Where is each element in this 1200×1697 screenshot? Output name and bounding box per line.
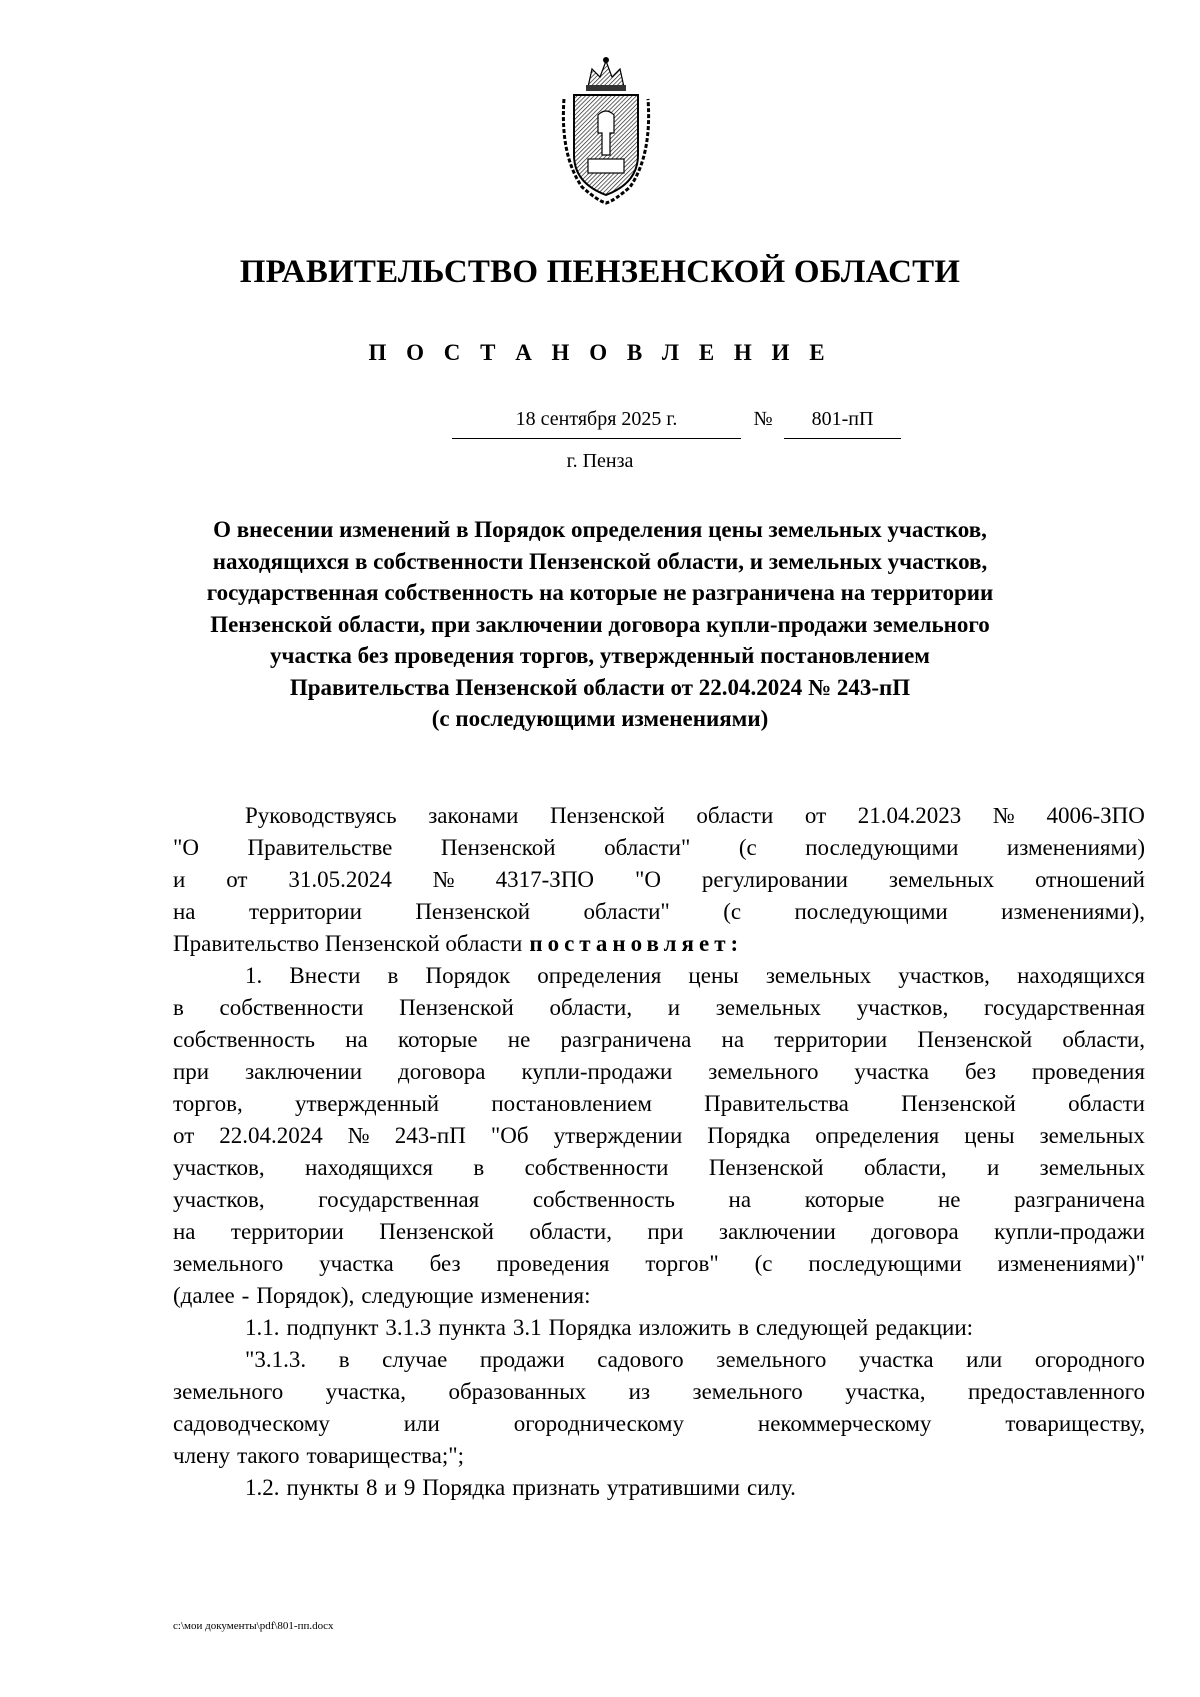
word: 8 bbox=[366, 1475, 378, 1500]
word: 243-пП bbox=[394, 1123, 466, 1148]
word: области" bbox=[583, 899, 670, 924]
word: и bbox=[173, 867, 186, 892]
word: (с bbox=[738, 835, 757, 860]
word: области" bbox=[604, 835, 691, 860]
word: определения bbox=[815, 1123, 940, 1148]
text-line bbox=[173, 1088, 1145, 1120]
text-line bbox=[173, 1440, 1145, 1472]
word: участка bbox=[319, 1251, 394, 1276]
word: от bbox=[173, 1123, 195, 1148]
word: участка, bbox=[325, 1379, 406, 1404]
subject-line: находящихся в собственности Пензенской области, и земельных участков, bbox=[212, 548, 988, 574]
word: Пензенской bbox=[708, 1155, 824, 1180]
word: от bbox=[226, 867, 248, 892]
word: проведения bbox=[1031, 1059, 1145, 1084]
word: определения bbox=[537, 963, 662, 988]
word: области bbox=[1068, 1091, 1145, 1116]
word: земельного bbox=[173, 1379, 284, 1404]
word: на bbox=[173, 1219, 196, 1244]
word: следующей bbox=[756, 1315, 869, 1340]
word: предоставленного bbox=[967, 1379, 1145, 1404]
word: Внести bbox=[289, 963, 361, 988]
text-line bbox=[173, 1280, 1145, 1312]
word: Пензенской bbox=[379, 1219, 494, 1244]
word: в bbox=[738, 1315, 750, 1340]
word: договора bbox=[871, 1219, 959, 1244]
word: "Об bbox=[490, 1123, 529, 1148]
word: участков, bbox=[173, 1155, 265, 1180]
word: на bbox=[345, 1027, 368, 1052]
word: пункта bbox=[438, 1315, 506, 1340]
word: при bbox=[647, 1219, 684, 1244]
word: области, bbox=[549, 995, 633, 1020]
word: товариществу, bbox=[1005, 1411, 1145, 1436]
government-title: ПРАВИТЕЛЬСТВО ПЕНЗЕНСКОЙ ОБЛАСТИ bbox=[239, 254, 961, 290]
word: подпункт bbox=[286, 1315, 379, 1340]
word: земельного bbox=[716, 1347, 827, 1372]
word: земельных bbox=[765, 963, 872, 988]
subject-line: Правительства Пензенской области от 22.04.2024 № 243-пП bbox=[289, 674, 911, 700]
document-type: П О С Т А Н О В Л Е Н И Е bbox=[368, 340, 832, 365]
word: силу. bbox=[746, 1475, 796, 1500]
word: "О bbox=[173, 835, 199, 860]
word: государственная bbox=[318, 1187, 480, 1212]
word: Правительстве bbox=[247, 835, 393, 860]
word: изменениями), bbox=[1001, 899, 1145, 924]
text-line bbox=[173, 960, 1145, 992]
word: такого bbox=[237, 1443, 300, 1468]
text-line bbox=[173, 864, 1145, 896]
word: признать bbox=[512, 1475, 600, 1500]
word: в bbox=[473, 1155, 485, 1180]
word: постановлением bbox=[491, 1091, 652, 1116]
word: области, bbox=[863, 1155, 947, 1180]
word: 31.05.2024 bbox=[288, 867, 392, 892]
word: территории bbox=[774, 1027, 888, 1052]
word: Порядка bbox=[548, 1315, 632, 1340]
word: территории bbox=[248, 899, 362, 924]
text-line bbox=[173, 800, 1145, 832]
word: (с bbox=[754, 1251, 773, 1276]
word: Порядок), bbox=[256, 1283, 355, 1308]
word: земельных bbox=[888, 867, 995, 892]
word: № bbox=[347, 1123, 370, 1148]
word: участков, bbox=[856, 995, 949, 1020]
word: редакции: bbox=[875, 1315, 974, 1340]
text-line bbox=[173, 1184, 1145, 1216]
word: на bbox=[728, 1187, 752, 1212]
word: садоводческому bbox=[173, 1411, 330, 1436]
word: области, bbox=[1062, 1027, 1145, 1052]
word: Правительства bbox=[704, 1091, 849, 1116]
word: (с bbox=[723, 899, 742, 924]
document-date: 18 сентября 2025 г. bbox=[452, 408, 741, 439]
word: территории bbox=[230, 1219, 344, 1244]
word: заключении bbox=[718, 1219, 836, 1244]
word: в bbox=[173, 995, 184, 1020]
word: Пензенской bbox=[917, 1027, 1033, 1052]
word: изложить bbox=[638, 1315, 732, 1340]
word: находящихся bbox=[305, 1155, 433, 1180]
word: некоммерческому bbox=[757, 1411, 932, 1436]
text-line bbox=[173, 1472, 1145, 1504]
word: Порядка bbox=[422, 1475, 506, 1500]
word: "3.1.3. bbox=[245, 1347, 307, 1372]
word: без bbox=[964, 1059, 996, 1084]
text-line bbox=[173, 1056, 1145, 1088]
word: утратившими bbox=[606, 1475, 740, 1500]
word: "О bbox=[634, 867, 661, 892]
word: Пензенской bbox=[901, 1091, 1016, 1116]
word: собственность bbox=[173, 1027, 316, 1052]
word: Порядка bbox=[707, 1123, 791, 1148]
word: участков, bbox=[898, 963, 990, 988]
word: области bbox=[696, 803, 774, 828]
word: которые bbox=[397, 1027, 478, 1052]
document-subject bbox=[150, 514, 1050, 735]
word: не bbox=[507, 1027, 531, 1052]
word: цены bbox=[688, 963, 739, 988]
word: от bbox=[804, 803, 827, 828]
word: и bbox=[667, 995, 681, 1020]
word: садового bbox=[597, 1347, 684, 1372]
word: случае bbox=[382, 1347, 448, 1372]
word: или bbox=[403, 1411, 440, 1436]
word: не bbox=[937, 1187, 961, 1212]
word: регулировании bbox=[701, 867, 848, 892]
word: 1.2. bbox=[245, 1475, 280, 1500]
word: и bbox=[986, 1155, 1000, 1180]
text-line bbox=[173, 1344, 1145, 1376]
word: из bbox=[628, 1379, 651, 1404]
word: огородного bbox=[1034, 1347, 1145, 1372]
text-line bbox=[173, 1216, 1145, 1248]
word: собственности bbox=[219, 995, 364, 1020]
word: купли-продажи bbox=[521, 1059, 673, 1084]
word: цены bbox=[964, 1123, 1015, 1148]
subject-line: государственная собственность на которые не разграничена на территории bbox=[206, 580, 994, 605]
word: области, bbox=[529, 1219, 612, 1244]
word: 1. bbox=[245, 963, 263, 988]
word: утверждении bbox=[553, 1123, 683, 1148]
resolution-line bbox=[173, 928, 1145, 960]
word: утвержденный bbox=[294, 1091, 440, 1116]
word: Пензенской bbox=[440, 835, 556, 860]
word: Пензенской bbox=[399, 995, 514, 1020]
word: или bbox=[966, 1347, 1003, 1372]
word: торгов, bbox=[173, 1091, 243, 1116]
word: Порядок bbox=[425, 963, 511, 988]
preamble-end: Правительство Пензенской области bbox=[173, 931, 523, 956]
text-line bbox=[173, 1312, 1145, 1344]
word: находящихся bbox=[1017, 963, 1145, 988]
text-line bbox=[173, 1152, 1145, 1184]
text-line bbox=[173, 1408, 1145, 1440]
word: земельных bbox=[1039, 1155, 1145, 1180]
word: изменения: bbox=[480, 1283, 591, 1308]
word: купли-продажи bbox=[994, 1219, 1145, 1244]
word: разграничена bbox=[560, 1027, 692, 1052]
word: собственность bbox=[532, 1187, 675, 1212]
word: и bbox=[384, 1475, 397, 1500]
word: без bbox=[429, 1251, 461, 1276]
word: государственная bbox=[984, 995, 1145, 1020]
word: земельных bbox=[715, 995, 822, 1020]
word: участка bbox=[859, 1347, 934, 1372]
word: на bbox=[173, 899, 196, 924]
word: 9 bbox=[403, 1475, 416, 1500]
word: 1.1. bbox=[245, 1315, 280, 1340]
word: огородническому bbox=[513, 1411, 684, 1436]
word: 22.04.2024 bbox=[219, 1123, 323, 1148]
text-line bbox=[173, 992, 1145, 1024]
word: заключении bbox=[245, 1059, 363, 1084]
word: проведения bbox=[496, 1251, 610, 1276]
word: изменениями) bbox=[1006, 835, 1145, 860]
resolves-word: постановляет: bbox=[529, 931, 744, 956]
document-body bbox=[173, 800, 1145, 1504]
word: земельного bbox=[692, 1379, 803, 1404]
text-line bbox=[173, 1024, 1145, 1056]
word: договора bbox=[398, 1059, 486, 1084]
word: 21.04.2023 bbox=[857, 803, 962, 828]
word: земельного bbox=[708, 1059, 819, 1084]
text-line bbox=[173, 832, 1145, 864]
text-line bbox=[173, 896, 1145, 928]
word: на bbox=[721, 1027, 745, 1052]
word: торгов" bbox=[645, 1251, 719, 1276]
word: в bbox=[338, 1347, 350, 1372]
word: участков, bbox=[173, 1187, 265, 1212]
word: продажи bbox=[479, 1347, 565, 1372]
word: 3.1 bbox=[512, 1315, 542, 1340]
word: Пензенской bbox=[415, 899, 531, 924]
word: при bbox=[173, 1059, 210, 1084]
word: отношений bbox=[1035, 867, 1145, 892]
word: собственности bbox=[524, 1155, 669, 1180]
word: последующими bbox=[808, 1251, 962, 1276]
number-sign: № bbox=[753, 408, 773, 430]
word: № bbox=[432, 867, 455, 892]
word: земельных bbox=[1039, 1123, 1145, 1148]
word: следующие bbox=[361, 1283, 474, 1308]
document-number: 801-пП bbox=[784, 408, 901, 439]
word: 3.1.3 bbox=[385, 1315, 432, 1340]
word: (далее bbox=[173, 1283, 235, 1308]
word: № bbox=[992, 803, 1015, 828]
word: 4317-ЗПО bbox=[495, 867, 595, 892]
file-path-footer: c:\мои документы\pdf\801-пп.docx bbox=[173, 1620, 334, 1632]
word: которые bbox=[804, 1187, 885, 1212]
word: Руководствуясь bbox=[245, 803, 397, 828]
text-line bbox=[173, 1376, 1145, 1408]
subject-line: (с последующими изменениями) bbox=[431, 706, 769, 731]
word: разграничена bbox=[1014, 1187, 1145, 1212]
word: Пензенской bbox=[550, 803, 665, 828]
subject-line: О внесении изменений в Порядок определения цены земельных участков, bbox=[213, 517, 987, 542]
word: изменениями)" bbox=[997, 1251, 1145, 1276]
word: последующими bbox=[805, 835, 959, 860]
word: - bbox=[241, 1283, 250, 1308]
word: участка bbox=[854, 1059, 929, 1084]
word: земельного bbox=[173, 1251, 284, 1276]
city: г. Пенза bbox=[566, 450, 634, 472]
word: 4006-ЗПО bbox=[1046, 803, 1145, 828]
word: пункты bbox=[286, 1475, 359, 1500]
subject-line: Пензенской области, при заключении договора купли-продажи земельного bbox=[210, 611, 990, 637]
text-line bbox=[173, 1120, 1145, 1152]
word: члену bbox=[173, 1443, 231, 1468]
subject-line: участка без проведения торгов, утвержденный постановлением bbox=[270, 643, 930, 668]
coat-of-arms-icon bbox=[558, 55, 654, 205]
word: участка, bbox=[845, 1379, 926, 1404]
word: товарищества;"; bbox=[306, 1443, 464, 1468]
text-line bbox=[173, 1248, 1145, 1280]
word: в bbox=[387, 963, 399, 988]
word: образованных bbox=[448, 1379, 587, 1404]
word: законами bbox=[428, 803, 519, 828]
word: последующими bbox=[794, 899, 948, 924]
